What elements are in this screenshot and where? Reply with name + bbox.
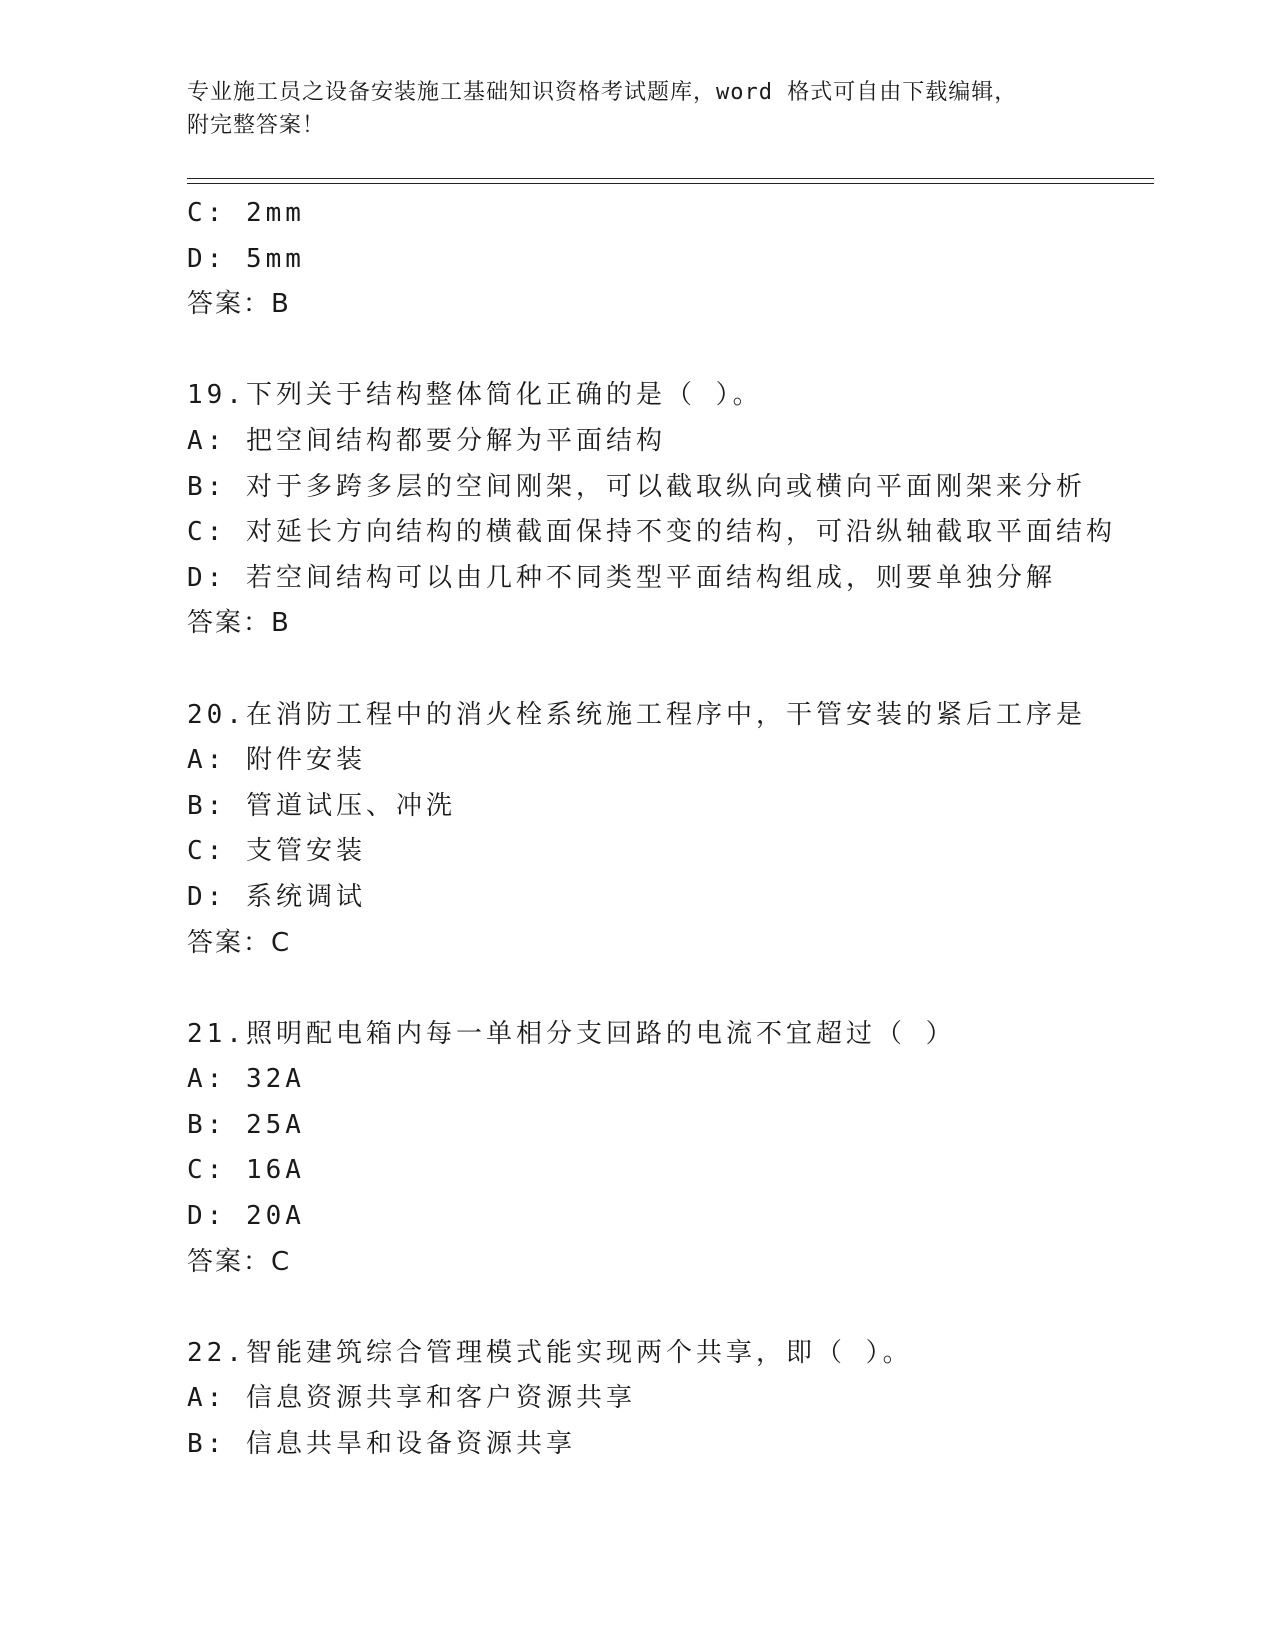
q19-question: 19.下列关于结构整体简化正确的是（ ）。 xyxy=(187,380,763,411)
header-divider-bottom xyxy=(187,183,1154,184)
header-line-2: 附完整答案！ xyxy=(187,113,326,138)
q22-option-b: B: 信息共旱和设备资源共享 xyxy=(187,1429,576,1460)
q21-option-a: A: 32A xyxy=(187,1064,305,1095)
spacer xyxy=(187,647,1147,693)
q20-answer: 答案：C xyxy=(187,927,292,958)
spacer xyxy=(187,1285,1147,1331)
q21-answer: 答案：C xyxy=(187,1246,292,1277)
question-21 xyxy=(187,1012,1147,1286)
header-line-1: 专业施工员之设备安装施工基础知识资格考试题库，word 格式可自由下载编辑， xyxy=(187,80,1018,105)
q19-option-d: D: 若空间结构可以由几种不同类型平面结构组成，则要单独分解 xyxy=(187,562,1056,593)
q18-option-d: D: 5mm xyxy=(187,243,305,274)
q20-option-b: B: 管道试压、冲洗 xyxy=(187,790,456,821)
q20-option-d: D: 系统调试 xyxy=(187,881,366,912)
q22-option-a: A: 信息资源共享和客户资源共享 xyxy=(187,1383,636,1414)
question-19 xyxy=(187,373,1147,647)
q21-option-b: B: 25A xyxy=(187,1109,305,1140)
header-divider-top xyxy=(187,178,1154,179)
spacer xyxy=(187,328,1147,374)
q22-question: 22.智能建筑综合管理模式能实现两个共享，即（ ）。 xyxy=(187,1337,913,1368)
q21-option-d: D: 20A xyxy=(187,1201,305,1232)
q19-option-b: B: 对于多跨多层的空间刚架，可以截取纵向或横向平面刚架来分析 xyxy=(187,471,1086,502)
q20-option-a: A: 附件安装 xyxy=(187,745,366,776)
q18-answer: 答案：B xyxy=(187,289,291,320)
question-18 xyxy=(187,191,1147,328)
q20-option-c: C: 支管安装 xyxy=(187,836,366,867)
q21-option-c: C: 16A xyxy=(187,1155,305,1186)
q21-question: 21.照明配电箱内每一单相分支回路的电流不宜超过（ ） xyxy=(187,1018,956,1049)
q20-question: 20.在消防工程中的消火栓系统施工程序中，干管安装的紧后工序是 xyxy=(187,699,1086,730)
spacer xyxy=(187,966,1147,1012)
q19-answer: 答案：B xyxy=(187,608,291,639)
document-header xyxy=(187,76,1067,142)
q19-option-a: A: 把空间结构都要分解为平面结构 xyxy=(187,425,666,456)
q18-option-c: C: 2mm xyxy=(187,198,305,228)
question-list xyxy=(187,191,1147,1468)
q19-option-c: C: 对延长方向结构的横截面保持不变的结构，可沿纵轴截取平面结构 xyxy=(187,517,1116,548)
question-20 xyxy=(187,693,1147,967)
question-22 xyxy=(187,1331,1147,1468)
